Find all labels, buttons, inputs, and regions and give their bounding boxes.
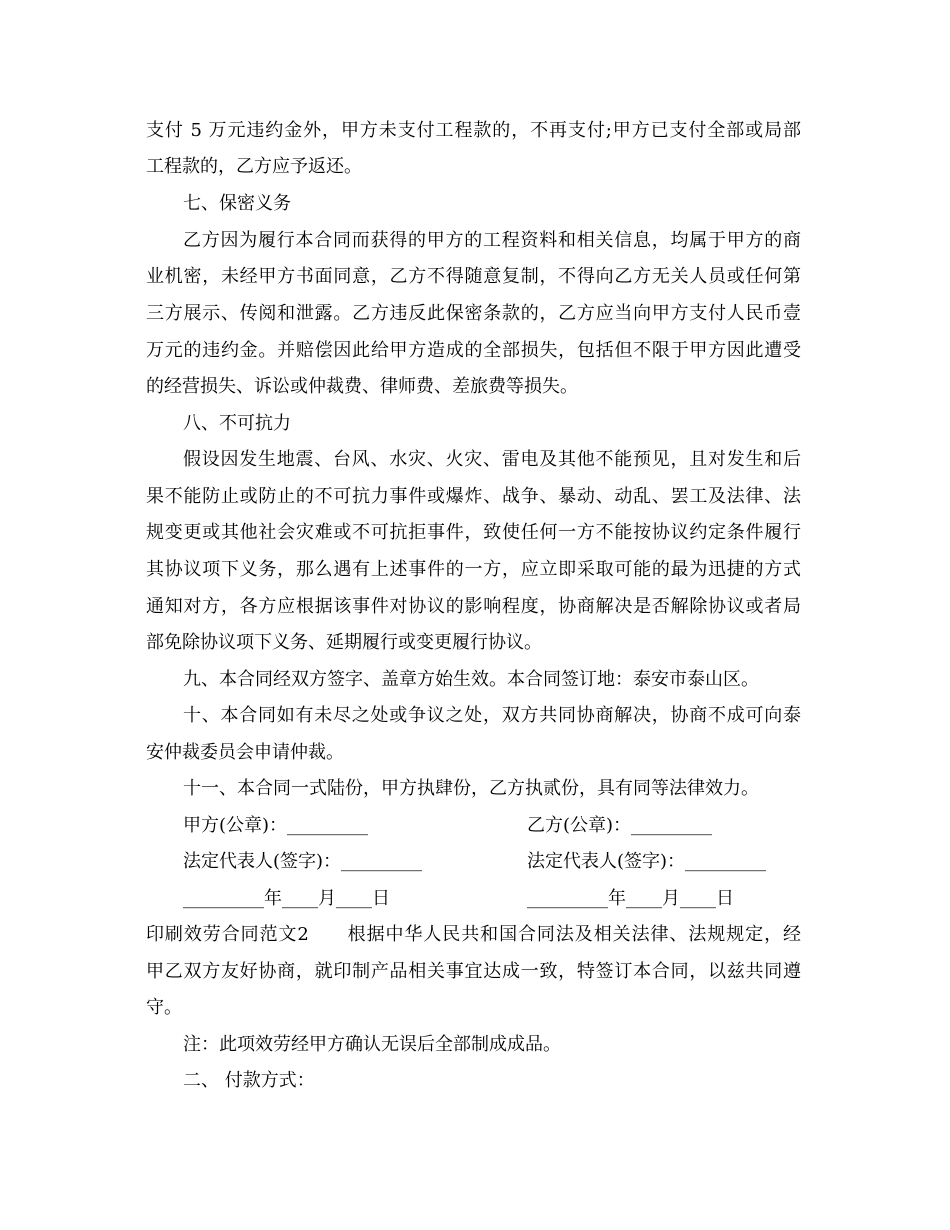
note-line: 注：此项效劳经甲方确认无误后全部制成成品。 (183, 1034, 561, 1055)
paragraph-line: 三方展示、传阅和泄露。乙方违反此保密条款的，乙方应当向甲方支付人民币壹 (146, 303, 801, 324)
paragraph-line: 万元的违约金。并赔偿因此给甲方造成的全部损失，包括但不限于甲方因此遭受 (146, 340, 801, 361)
paragraph-line: 通知对方，各方应根据该事件对协议的影响程度，协商解决是否解除协议或者局 (146, 596, 801, 617)
paragraph-line: 业机密，未经甲方书面同意，乙方不得随意复制，不得向乙方无关人员或任何第 (146, 266, 801, 287)
paragraph-line: 印刷效劳合同范文2 根据中华人民共和国合同法及相关法律、法规规定，经 (146, 924, 801, 945)
party-b-seal: 乙方(公章)：_________ (527, 815, 713, 836)
party-a-date: _________年____月____日 (183, 888, 390, 909)
paragraph-line: 甲乙双方友好协商，就印制产品相关事宜达成一致，特签订本合同，以兹共同遵 (146, 961, 801, 982)
section-heading: 七、保密义务 (183, 193, 291, 214)
paragraph-line: 假设因发生地震、台风、水灾、火灾、雷电及其他不能预见，且对发生和后 (183, 449, 801, 470)
clause-eleven: 十一、本合同一式陆份，甲方执肆份，乙方执贰份，具有同等法律效力。 (183, 778, 759, 799)
paragraph-line: 其协议项下义务，那么遇有上述事件的一方，应立即采取可能的最为迅捷的方式 (146, 559, 801, 580)
section-heading: 二、 付款方式： (183, 1070, 315, 1091)
paragraph-line: 的经营损失、诉讼或仲裁费、律师费、差旅费等损失。 (146, 376, 578, 397)
paragraph-line: 乙方因为履行本合同而获得的甲方的工程资料和相关信息，均属于甲方的商 (183, 230, 801, 251)
clause-nine: 九、本合同经双方签字、盖章方始生效。本合同签订地：泰安市泰山区。 (183, 669, 759, 690)
paragraph-line: 支付 5 万元违约金外，甲方未支付工程款的，不再支付;甲方已支付全部或局部 (146, 120, 801, 141)
paragraph-line: 安仲裁委员会申请仲裁。 (146, 742, 344, 763)
party-b-date: _________年____月____日 (527, 888, 734, 909)
party-a-seal: 甲方(公章)：_________ (183, 815, 369, 836)
paragraph-line: 工程款的，乙方应予返还。 (146, 156, 362, 177)
section-heading: 八、不可抗力 (183, 413, 291, 434)
party-a-representative: 法定代表人(签字)：_________ (183, 851, 423, 872)
party-b-representative: 法定代表人(签字)：_________ (527, 851, 767, 872)
paragraph-line: 部免除协议项下义务、延期履行或变更履行协议。 (146, 632, 542, 653)
paragraph-line: 十、本合同如有未尽之处或争议之处，双方共同协商解决，协商不成可向泰 (183, 705, 801, 726)
paragraph-line: 果不能防止或防止的不可抗力事件或爆炸、战争、暴动、动乱、罢工及法律、法 (146, 486, 801, 507)
paragraph-line: 守。 (146, 997, 182, 1018)
paragraph-line: 规变更或其他社会灾难或不可抗拒事件，致使任何一方不能按协议约定条件履行 (146, 522, 801, 543)
